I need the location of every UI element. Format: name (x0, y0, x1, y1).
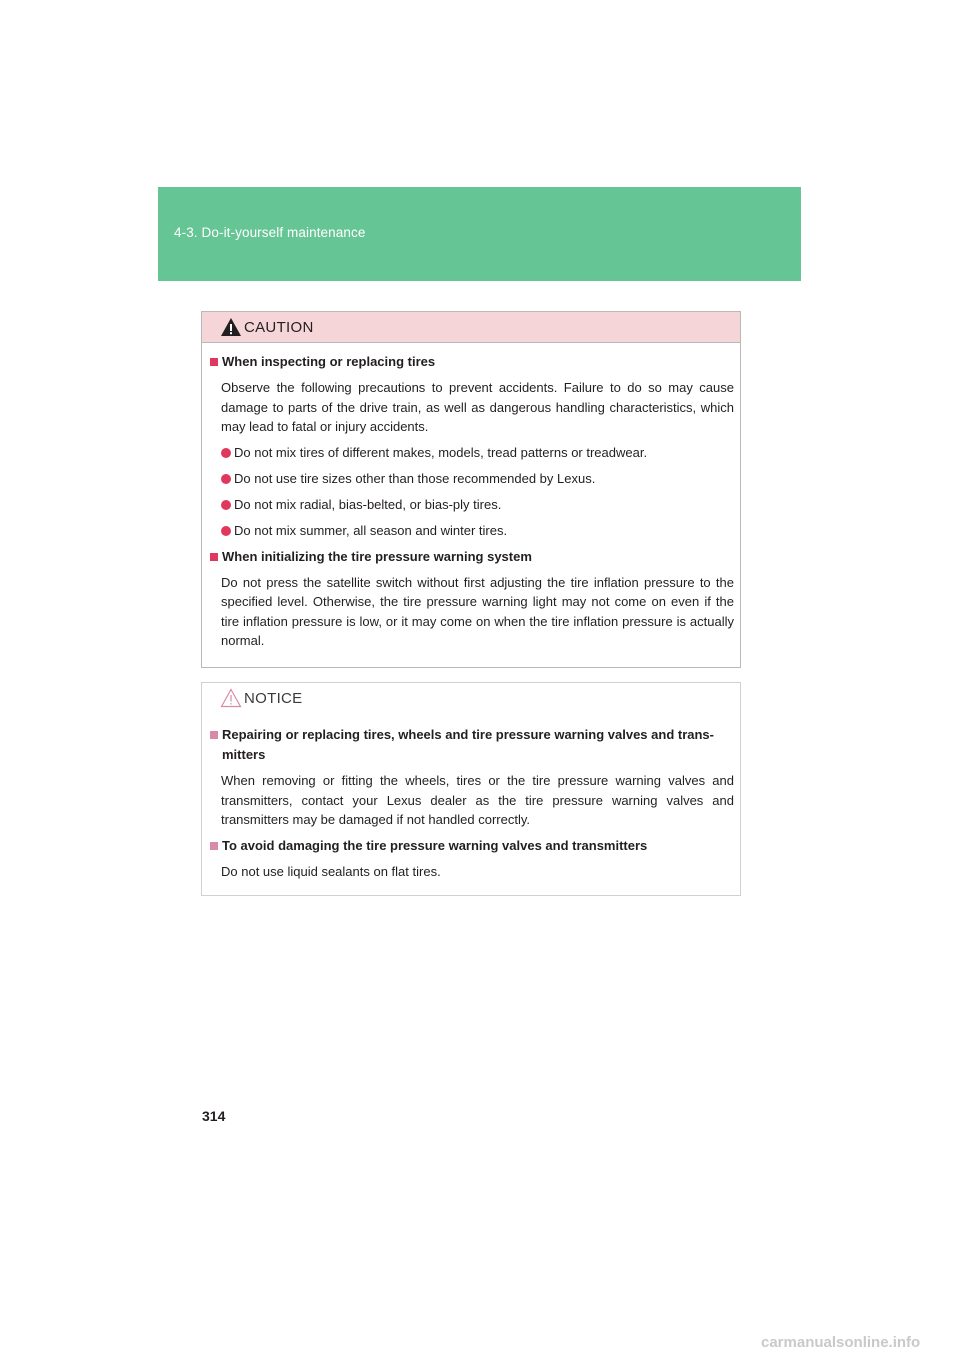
caution-text-inspecting: Observe the following precautions to prevent accidents. Failure to do so may cause damage to parts of the drive train, as well as dangerous handling characteristics, which may lead to fatal or injury accidents. (221, 380, 734, 434)
caution-header (202, 312, 740, 343)
caution-heading-initializing: When initializing the tire pressure warning system (210, 547, 734, 567)
square-bullet-icon (210, 553, 218, 561)
caution-box (201, 311, 741, 668)
section-title: 4-3. Do-it-yourself maintenance (174, 225, 366, 240)
circle-bullet-icon (221, 448, 231, 458)
notice-triangle-icon (220, 688, 242, 708)
bullet-item: Do not mix tires of different makes, models, tread patterns or treadwear. (221, 443, 734, 463)
square-bullet-icon (210, 842, 218, 850)
notice-heading-repairing: Repairing or replacing tires, wheels and tire pressure warning valves and trans-mitters (210, 725, 734, 765)
notice-heading-avoid-damage: To avoid damaging the tire pressure warning valves and transmitters (210, 836, 734, 856)
notice-text-avoid-damage: Do not use liquid sealants on flat tires. (221, 863, 441, 879)
notice-text-repairing: When removing or fitting the wheels, tires or the tire pressure warning valves and transmitters, contact your Lexus dealer as the tire pressure warning valves and transmitters may be damaged if not handled correctly. (221, 773, 734, 827)
notice-label: NOTICE (244, 690, 303, 707)
caution-body (202, 352, 740, 651)
square-bullet-icon (210, 731, 218, 739)
caution-heading-inspecting: When inspecting or replacing tires (210, 352, 734, 372)
caution-label: CAUTION (244, 319, 314, 336)
notice-box (201, 682, 741, 896)
notice-body (202, 725, 740, 881)
notice-header (202, 683, 740, 713)
page-number: 314 (202, 1108, 226, 1124)
warning-triangle-icon (220, 317, 242, 337)
circle-bullet-icon (221, 474, 231, 484)
bullet-item: Do not mix radial, bias-belted, or bias-ply tires. (221, 495, 734, 515)
caution-text-initializing: Do not press the satellite switch without first adjusting the tire inflation pressure to the specified level. Otherwise, the tire pressure warning light may not come on even if the tire inflation pressure is low, or it may come on when the tire inflation pressure is actually normal. (221, 574, 734, 648)
bullet-item: Do not mix summer, all season and winter tires. (221, 521, 734, 541)
circle-bullet-icon (221, 526, 231, 536)
watermark-text: carmanualsonline.info (761, 1334, 921, 1351)
square-bullet-icon (210, 358, 218, 366)
section-header-band (158, 187, 801, 281)
circle-bullet-icon (221, 500, 231, 510)
bullet-item: Do not use tire sizes other than those recommended by Lexus. (221, 469, 734, 489)
